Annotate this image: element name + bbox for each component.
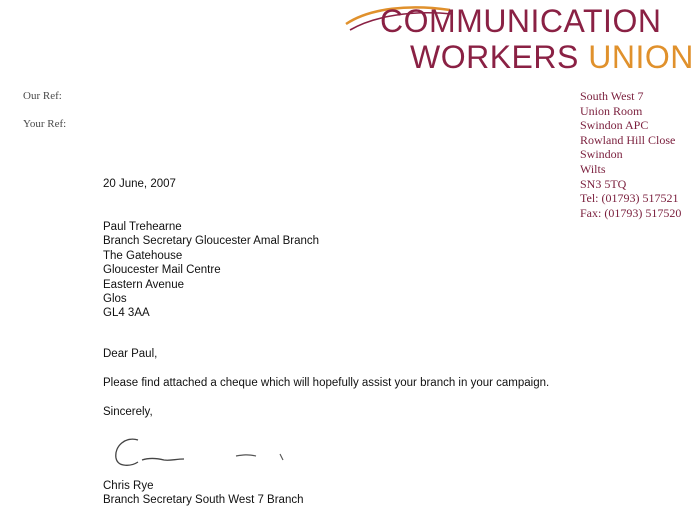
address-line: Swindon APC	[580, 118, 649, 133]
address-line: SN3 5TQ	[580, 176, 627, 191]
recipient-line: The Gatehouse	[103, 249, 183, 262]
handwritten-signature	[108, 432, 308, 472]
recipient-line: Gloucester Mail Centre	[103, 264, 221, 277]
address-line: Union Room	[580, 103, 643, 118]
your-ref-label: Your Ref:	[23, 118, 67, 130]
recipient-line: Glos	[103, 293, 127, 306]
salutation: Dear Paul,	[103, 348, 158, 360]
recipient-line: Paul Trehearne	[103, 221, 182, 233]
logo-union-text: UNION	[588, 39, 694, 75]
address-line: Fax: (01793) 517520	[580, 205, 682, 220]
letter-body: Please find attached a cheque which will hopefully assist your branch in your campaign.	[103, 377, 550, 389]
logo-communication-text: COMMUNICATION	[380, 3, 662, 39]
address-line: Tel: (01793) 517521	[580, 191, 679, 206]
recipient-line: Branch Secretary Gloucester Amal Branch	[103, 235, 320, 248]
logo-line-communication	[380, 2, 661, 40]
logo-workers-text: WORKERS	[410, 39, 579, 75]
address-line: Wilts	[580, 161, 606, 176]
cwu-logo	[340, 0, 700, 80]
signer-name: Chris Rye	[103, 480, 154, 492]
closing: Sincerely,	[103, 406, 153, 418]
logo-line-workers-union	[410, 38, 694, 76]
address-line: South West 7	[580, 89, 644, 103]
address-line: Swindon	[580, 147, 623, 162]
recipient-line: Eastern Avenue	[103, 278, 184, 291]
letter-date: 20 June, 2007	[103, 178, 176, 190]
recipient-line: GL4 3AA	[103, 307, 150, 320]
our-ref-label: Our Ref:	[23, 90, 62, 102]
address-line: Rowland Hill Close	[580, 132, 676, 147]
recipient-address	[103, 220, 319, 321]
signer-title: Branch Secretary South West 7 Branch	[103, 494, 304, 506]
sender-address	[580, 89, 681, 220]
